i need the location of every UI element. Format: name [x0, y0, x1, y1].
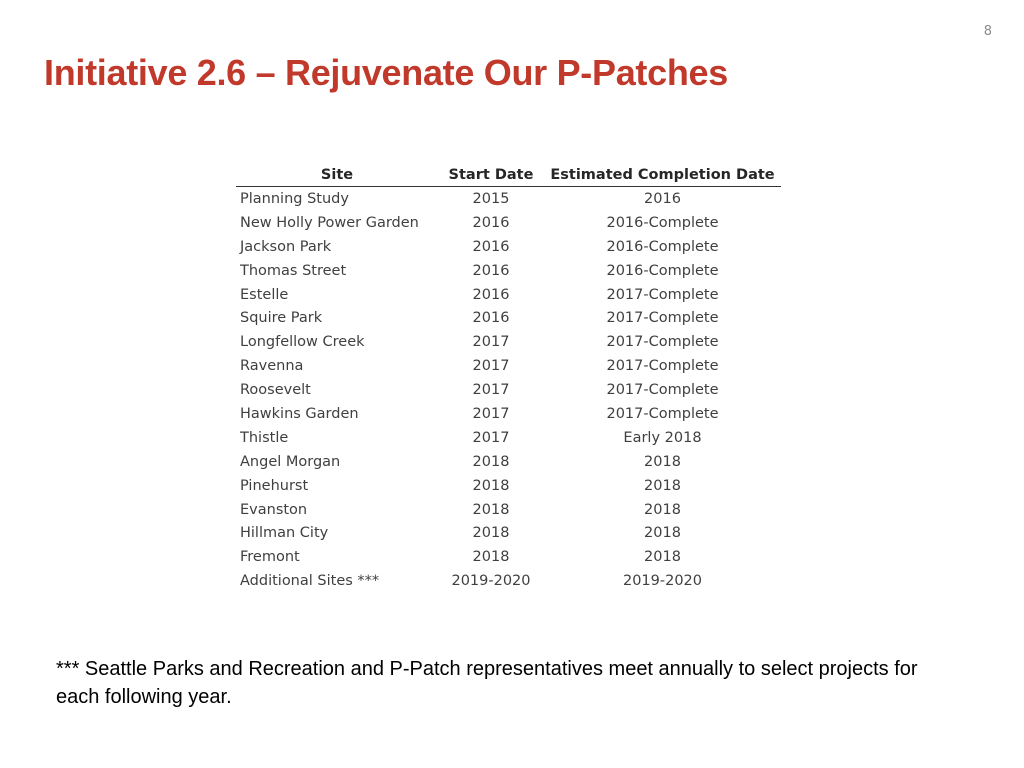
table-row [236, 426, 781, 450]
table-row [236, 378, 781, 402]
completion-date-cell: 2016-Complete [606, 262, 719, 279]
completion-date-cell: 2017-Complete [606, 334, 719, 351]
start-date-cell: 2018 [472, 549, 510, 566]
completion-date-cell: 2018 [644, 453, 681, 470]
site-cell: Angel Morgan [240, 453, 341, 470]
start-date-cell: 2016 [472, 310, 510, 327]
start-date-cell: 2017 [472, 405, 510, 422]
p-patch-schedule-table [236, 163, 781, 593]
table-row [236, 474, 781, 498]
start-date-cell: 2016 [472, 262, 510, 279]
completion-date-cell: 2018 [644, 525, 681, 542]
start-date-cell: 2017 [472, 382, 510, 399]
start-date-cell: 2017 [472, 358, 510, 375]
site-cell: Hawkins Garden [240, 405, 359, 422]
completion-date-cell: 2016 [644, 190, 681, 207]
site-cell: Ravenna [240, 358, 304, 375]
site-cell: Planning Study [240, 190, 349, 207]
completion-date-cell: 2017-Complete [606, 382, 719, 399]
site-cell: Evanston [240, 501, 308, 518]
site-cell: Jackson Park [240, 238, 332, 255]
start-date-cell: 2018 [472, 501, 510, 518]
table-row [236, 521, 781, 545]
footnote: *** Seattle Parks and Recreation and P-Patch representatives meet annually to select projects for each following year. [56, 658, 918, 708]
table-row [236, 498, 781, 522]
site-cell: Hillman City [240, 525, 329, 542]
start-date-cell: 2018 [472, 525, 510, 542]
site-cell: Fremont [240, 549, 300, 566]
table-body [236, 187, 781, 594]
site-cell: Thomas Street [240, 262, 347, 279]
column-header-site: Site [236, 163, 438, 187]
slide-title: Initiative 2.6 – Rejuvenate Our P-Patches [44, 52, 728, 93]
site-cell: Pinehurst [240, 477, 309, 494]
completion-date-cell: 2018 [644, 477, 681, 494]
table-row [236, 283, 781, 307]
column-header-completion-date: Estimated Completion Date [544, 163, 781, 187]
table-row [236, 259, 781, 283]
completion-date-cell: 2019-2020 [622, 573, 703, 590]
start-date-cell: 2016 [472, 238, 510, 255]
completion-date-cell: Early 2018 [623, 429, 702, 446]
completion-date-cell: 2018 [644, 501, 681, 518]
completion-date-cell: 2017-Complete [606, 310, 719, 327]
site-cell: Roosevelt [240, 382, 311, 399]
completion-date-cell: 2018 [644, 549, 681, 566]
start-date-cell: 2018 [472, 453, 510, 470]
completion-date-cell: 2016-Complete [606, 214, 719, 231]
start-date-cell: 2016 [472, 214, 510, 231]
table-row [236, 354, 781, 378]
start-date-cell: 2017 [472, 334, 510, 351]
start-date-cell: 2018 [472, 477, 510, 494]
table-row [236, 450, 781, 474]
completion-date-cell: 2017-Complete [606, 286, 719, 303]
table-row [236, 545, 781, 569]
table-row [236, 235, 781, 259]
site-cell: Squire Park [240, 310, 323, 327]
table-header-row [236, 163, 781, 187]
column-header-start-date: Start Date [438, 163, 544, 187]
site-cell: Longfellow Creek [240, 334, 365, 351]
site-cell: New Holly Power Garden [240, 214, 419, 231]
table-row [236, 330, 781, 354]
start-date-cell: 2017 [472, 429, 510, 446]
start-date-cell: 2015 [472, 190, 510, 207]
start-date-cell: 2019-2020 [451, 573, 531, 590]
table-row [236, 569, 781, 593]
completion-date-cell: 2017-Complete [606, 405, 719, 422]
completion-date-cell: 2016-Complete [606, 238, 719, 255]
table-row [236, 211, 781, 235]
table-row [236, 402, 781, 426]
site-cell: Thistle [240, 429, 289, 446]
table-row [236, 306, 781, 330]
page-number: 8 [983, 24, 992, 39]
table-row [236, 187, 781, 211]
site-cell: Estelle [240, 286, 289, 303]
completion-date-cell: 2017-Complete [606, 358, 719, 375]
site-cell: Additional Sites *** [240, 573, 380, 590]
start-date-cell: 2016 [472, 286, 510, 303]
